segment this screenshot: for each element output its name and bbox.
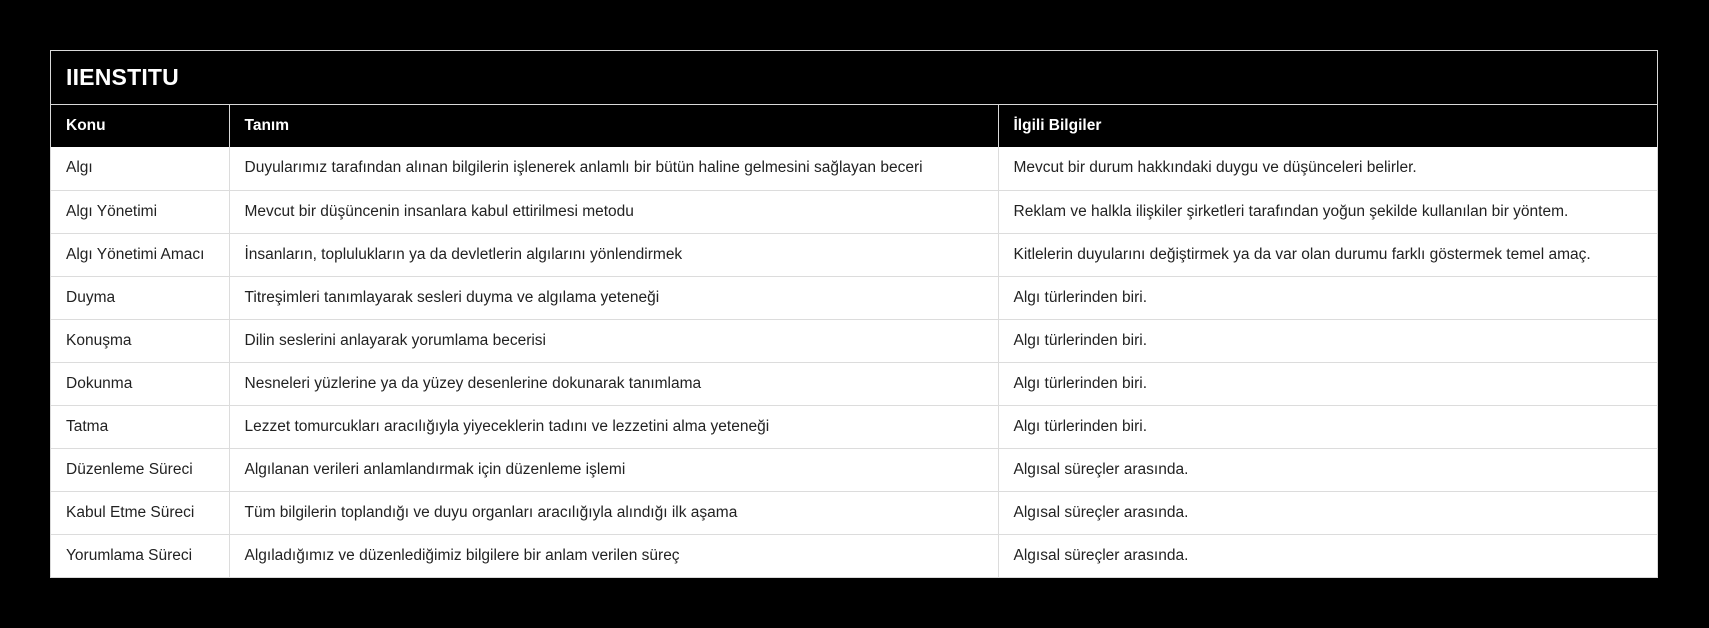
table-body — [51, 147, 1657, 577]
cell-ilgili-bilgiler: Reklam ve halkla ilişkiler şirketleri tarafından yoğun şekilde kullanılan bir yöntem. — [998, 190, 1657, 233]
cell-konu: Algı — [51, 147, 229, 190]
cell-tanim: Nesneleri yüzlerine ya da yüzey desenlerine dokunarak tanımlama — [229, 362, 998, 405]
cell-tanim: Dilin seslerini anlayarak yorumlama becerisi — [229, 319, 998, 362]
data-table-container — [50, 50, 1658, 578]
cell-ilgili-bilgiler: Algı türlerinden biri. — [998, 276, 1657, 319]
table-row — [51, 405, 1657, 448]
cell-konu: Duyma — [51, 276, 229, 319]
table-row — [51, 448, 1657, 491]
cell-ilgili-bilgiler: Algısal süreçler arasında. — [998, 534, 1657, 577]
cell-tanim: Duyularımız tarafından alınan bilgilerin işlenerek anlamlı bir bütün haline gelmesini sağlayan beceri — [229, 147, 998, 190]
table-row — [51, 362, 1657, 405]
cell-ilgili-bilgiler: Algı türlerinden biri. — [998, 405, 1657, 448]
cell-ilgili-bilgiler: Algı türlerinden biri. — [998, 319, 1657, 362]
cell-tanim: Tüm bilgilerin toplandığı ve duyu organları aracılığıyla alındığı ilk aşama — [229, 491, 998, 534]
cell-tanim: Titreşimleri tanımlayarak sesleri duyma ve algılama yeteneği — [229, 276, 998, 319]
table-title: IIENSTITU — [51, 51, 1657, 105]
cell-ilgili-bilgiler: Algısal süreçler arasında. — [998, 448, 1657, 491]
cell-konu: Kabul Etme Süreci — [51, 491, 229, 534]
cell-konu: Yorumlama Süreci — [51, 534, 229, 577]
table-row — [51, 319, 1657, 362]
cell-konu: Tatma — [51, 405, 229, 448]
table-header — [51, 105, 1657, 147]
table-row — [51, 491, 1657, 534]
cell-tanim: Algıladığımız ve düzenlediğimiz bilgilere bir anlam verilen süreç — [229, 534, 998, 577]
column-header-ilgili-bilgiler: İlgili Bilgiler — [998, 105, 1657, 147]
cell-tanim: Lezzet tomurcukları aracılığıyla yiyeceklerin tadını ve lezzetini alma yeteneği — [229, 405, 998, 448]
table-row — [51, 276, 1657, 319]
cell-ilgili-bilgiler: Algı türlerinden biri. — [998, 362, 1657, 405]
cell-konu: Konuşma — [51, 319, 229, 362]
table-row — [51, 233, 1657, 276]
table-row — [51, 147, 1657, 190]
cell-ilgili-bilgiler: Mevcut bir durum hakkındaki duygu ve düşünceleri belirler. — [998, 147, 1657, 190]
table-row — [51, 534, 1657, 577]
cell-tanim: Mevcut bir düşüncenin insanlara kabul ettirilmesi metodu — [229, 190, 998, 233]
cell-ilgili-bilgiler: Kitlelerin duyularını değiştirmek ya da var olan durumu farklı göstermek temel amaç. — [998, 233, 1657, 276]
data-table — [51, 105, 1657, 577]
column-header-tanim: Tanım — [229, 105, 998, 147]
cell-ilgili-bilgiler: Algısal süreçler arasında. — [998, 491, 1657, 534]
cell-tanim: İnsanların, toplulukların ya da devletlerin algılarını yönlendirmek — [229, 233, 998, 276]
cell-tanim: Algılanan verileri anlamlandırmak için düzenleme işlemi — [229, 448, 998, 491]
column-header-konu: Konu — [51, 105, 229, 147]
cell-konu: Düzenleme Süreci — [51, 448, 229, 491]
table-row — [51, 190, 1657, 233]
cell-konu: Dokunma — [51, 362, 229, 405]
cell-konu: Algı Yönetimi — [51, 190, 229, 233]
cell-konu: Algı Yönetimi Amacı — [51, 233, 229, 276]
header-row — [51, 105, 1657, 147]
